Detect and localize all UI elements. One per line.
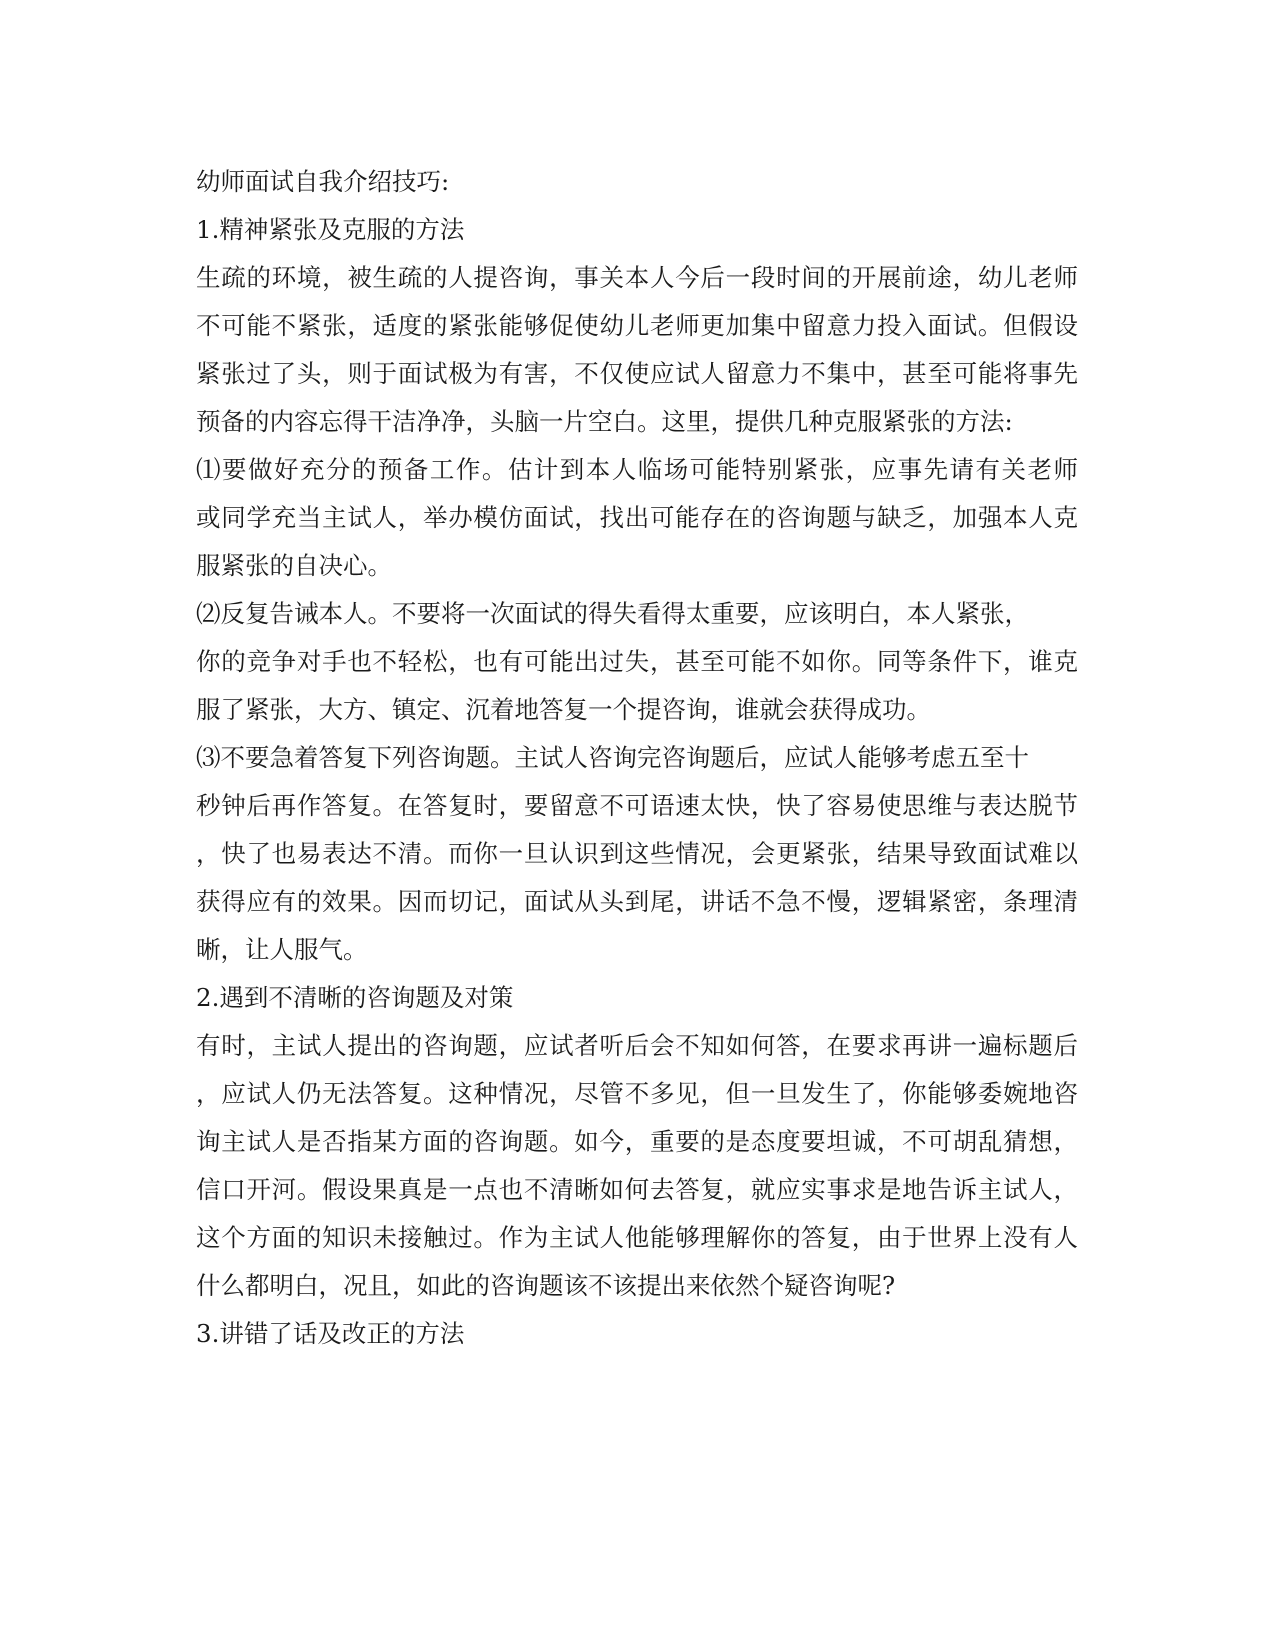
document-title: 幼师面试自我介绍技巧: [196, 167, 450, 196]
section-heading-2: 2.遇到不清晰的咨询题及对策 [196, 983, 514, 1012]
list-item-2-line: 服了紧张，大方、镇定、沉着地答复一个提咨询，谁就会获得成功。 [196, 695, 931, 724]
list-item-2-line: 你的竞争对手也不轻松，也有可能出过失，甚至可能不如你。同等条件下，谁克 [196, 647, 1078, 676]
paragraph-line: 什么都明白，况且，如此的咨询题该不该提出来依然个疑咨询呢? [196, 1271, 896, 1300]
paragraph-line: 生疏的环境，被生疏的人提咨询，事关本人今后一段时间的开展前途，幼儿老师 [196, 263, 1078, 292]
list-item-1-line: 服紧张的自决心。 [196, 551, 392, 580]
paragraph-line: 预备的内容忘得干洁净净，头脑一片空白。这里，提供几种克服紧张的方法: [196, 407, 1013, 436]
list-item-3-line: 晰，让人服气。 [196, 935, 368, 964]
list-item-1-line: ⑴要做好充分的预备工作。估计到本人临场可能特别紧张，应事先请有关老师 [196, 455, 1078, 484]
list-item-3-line: 秒钟后再作答复。在答复时，要留意不可语速太快，快了容易使思维与表达脱节 [196, 791, 1078, 820]
list-item-1-line: 或同学充当主试人，举办模仿面试，找出可能存在的咨询题与缺乏，加强本人克 [196, 503, 1078, 532]
paragraph-line: 有时，主试人提出的咨询题，应试者听后会不知如何答，在要求再讲一遍标题后 [196, 1031, 1078, 1060]
paragraph-line: 询主试人是否指某方面的咨询题。如今，重要的是态度要坦诚，不可胡乱猜想， [196, 1127, 1078, 1156]
section-heading-1: 1.精神紧张及克服的方法 [196, 215, 465, 244]
paragraph-line: 这个方面的知识未接触过。作为主试人他能够理解你的答复，由于世界上没有人 [196, 1223, 1078, 1252]
section-heading-3: 3.讲错了话及改正的方法 [196, 1319, 465, 1348]
document-body [196, 158, 1078, 1358]
paragraph-line: 信口开河。假设果真是一点也不清晰如何去答复，就应实事求是地告诉主试人， [196, 1175, 1078, 1204]
list-item-3-line: 获得应有的效果。因而切记，面试从头到尾，讲话不急不慢，逻辑紧密，条理清 [196, 887, 1078, 916]
paragraph-line: ，应试人仍无法答复。这种情况，尽管不多见，但一旦发生了，你能够委婉地咨 [196, 1079, 1078, 1108]
list-item-3-line: ，快了也易表达不清。而你一旦认识到这些情况，会更紧张，结果导致面试难以 [196, 839, 1078, 868]
list-item-3-line: ⑶不要急着答复下列咨询题。主试人咨询完咨询题后，应试人能够考虑五至十 [196, 743, 1029, 772]
paragraph-line: 不可能不紧张，适度的紧张能够促使幼儿老师更加集中留意力投入面试。但假设 [196, 311, 1078, 340]
paragraph-line: 紧张过了头，则于面试极为有害，不仅使应试人留意力不集中，甚至可能将事先 [196, 359, 1078, 388]
list-item-2-line: ⑵反复告诫本人。不要将一次面试的得失看得太重要，应该明白，本人紧张， [196, 599, 1029, 628]
